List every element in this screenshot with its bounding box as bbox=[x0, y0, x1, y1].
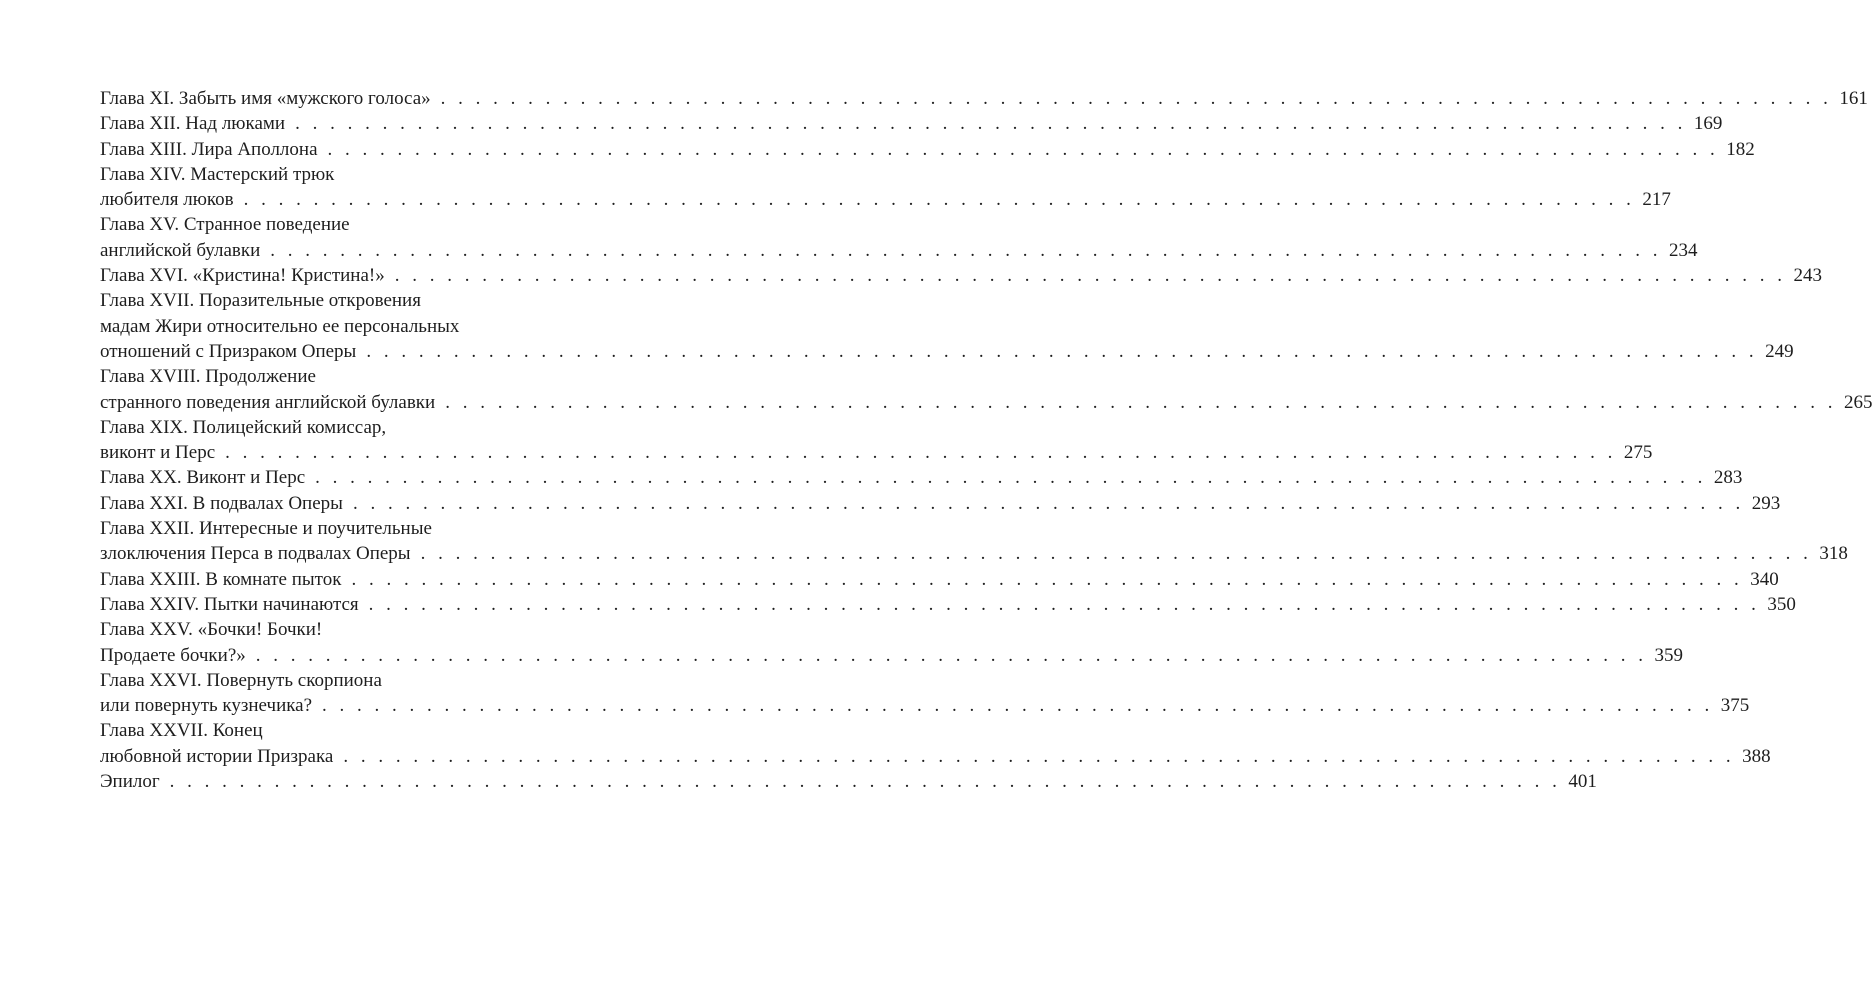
toc-entry[interactable] bbox=[100, 86, 1868, 111]
toc-entry-title: Глава XXIV. Пытки начинаются bbox=[100, 593, 359, 615]
toc-entry[interactable] bbox=[100, 567, 1779, 592]
dot-leader: . . . . . . . . . . . . . . . . . . . . . . . . . . . . . . . . . . . . . . . . . . . . . . . . . . . . . . . . . . . . . . . . . . . . . . . . . . . . . . . . bbox=[368, 593, 1760, 615]
toc-page-number: 217 bbox=[1642, 189, 1671, 211]
dot-leader: . . . . . . . . . . . . . . . . . . . . . . . . . . . . . . . . . . . . . . . . . . . . . . . . . . . . . . . . . . . . . . . . . . . . . . . . . . . . . . . . bbox=[445, 391, 1837, 413]
toc-entry-last-line bbox=[100, 440, 1653, 465]
toc-entry-line bbox=[100, 516, 670, 541]
toc-entry[interactable] bbox=[100, 769, 1597, 794]
toc-entry[interactable] bbox=[100, 465, 1743, 490]
toc-entry-title: Глава XVII. Поразительные откровения bbox=[100, 290, 421, 312]
toc-page-number: 350 bbox=[1767, 593, 1796, 615]
toc-page-number: 388 bbox=[1742, 745, 1771, 767]
toc-entry-last-line bbox=[100, 238, 1698, 263]
toc-entry-line bbox=[100, 617, 670, 642]
toc-entry-last-line bbox=[100, 465, 1743, 490]
dot-leader: . . . . . . . . . . . . . . . . . . . . . . . . . . . . . . . . . . . . . . . . . . . . . . . . . . . . . . . . . . . . . . . . . . . . . . . . . . . . . . . . bbox=[420, 543, 1812, 565]
toc-entry-title: Глава XV. Странное поведение bbox=[100, 214, 350, 236]
toc-page-number: 249 bbox=[1765, 340, 1794, 362]
toc-entry[interactable] bbox=[100, 288, 1794, 364]
toc-page-number: 401 bbox=[1568, 771, 1597, 793]
toc-page-number: 169 bbox=[1693, 113, 1723, 135]
dot-leader: . . . . . . . . . . . . . . . . . . . . . . . . . . . . . . . . . . . . . . . . . . . . . . . . . . . . . . . . . . . . . . . . . . . . . . . . . . . . . . . . bbox=[394, 265, 1786, 287]
toc-entry-title: Глава XIX. Полицейский комиссар, bbox=[100, 416, 387, 438]
toc-entry-title: Глава XIII. Лира Аполлона bbox=[100, 138, 318, 160]
toc-page-number: 161 bbox=[1839, 88, 1868, 109]
toc-entry-title: злоключения Перса в подвалах Оперы bbox=[100, 543, 411, 565]
toc-entry-last-line bbox=[100, 339, 1794, 364]
toc-entry-title: Глава XVI. «Кристина! Кристина!» bbox=[100, 265, 385, 287]
toc-entry-title: Глава XIV. Мастерский трюк bbox=[100, 163, 335, 185]
toc-page-number: 359 bbox=[1654, 644, 1684, 666]
toc-entry-last-line bbox=[100, 390, 1872, 415]
dot-leader: . . . . . . . . . . . . . . . . . . . . . . . . . . . . . . . . . . . . . . . . . . . . . . . . . . . . . . . . . . . . . . . . . . . . . . . . . . . . . . . . bbox=[322, 695, 1714, 717]
toc-entry[interactable] bbox=[100, 162, 1671, 213]
toc-entry[interactable] bbox=[100, 592, 1796, 617]
toc-entry-title: Продаете бочки?» bbox=[100, 644, 246, 666]
toc-entry-title: Глава XXV. «Бочки! Бочки! bbox=[100, 619, 323, 641]
dot-leader: . . . . . . . . . . . . . . . . . . . . . . . . . . . . . . . . . . . . . . . . . . . . . . . . . . . . . . . . . . . . . . . . . . . . . . . . . . . . . . . . bbox=[366, 340, 1758, 362]
toc-page-number: 234 bbox=[1669, 239, 1698, 261]
toc-entry-title: отношений с Призраком Оперы bbox=[100, 340, 357, 362]
toc-entry-line bbox=[100, 718, 670, 743]
toc-page-number: 243 bbox=[1793, 265, 1822, 287]
toc-entry[interactable] bbox=[100, 668, 1750, 719]
toc-entry-last-line bbox=[100, 592, 1796, 617]
table-of-contents bbox=[100, 86, 1872, 794]
toc-entry-title: или повернуть кузнечика? bbox=[100, 695, 313, 717]
toc-entry-title: Глава XXI. В подвалах Оперы bbox=[100, 492, 343, 514]
toc-page-number: 318 bbox=[1819, 543, 1848, 565]
dot-leader: . . . . . . . . . . . . . . . . . . . . . . . . . . . . . . . . . . . . . . . . . . . . . . . . . . . . . . . . . . . . . . . . . . . . . . . . . . . . . . . . bbox=[440, 88, 1832, 109]
dot-leader: . . . . . . . . . . . . . . . . . . . . . . . . . . . . . . . . . . . . . . . . . . . . . . . . . . . . . . . . . . . . . . . . . . . . . . . . . . . . . . . . bbox=[243, 189, 1635, 211]
dot-leader: . . . . . . . . . . . . . . . . . . . . . . . . . . . . . . . . . . . . . . . . . . . . . . . . . . . . . . . . . . . . . . . . . . . . . . . . . . . . . . . . bbox=[327, 138, 1719, 160]
toc-entry-last-line bbox=[100, 187, 1671, 212]
toc-entry[interactable] bbox=[100, 263, 1822, 288]
toc-entry-title: мадам Жири относительно ее персональных bbox=[100, 315, 460, 337]
toc-entry-last-line bbox=[100, 693, 1750, 718]
toc-entry-last-line bbox=[100, 86, 1868, 111]
toc-entry[interactable] bbox=[100, 516, 1848, 567]
toc-entry-title: Глава XXVI. Повернуть скорпиона bbox=[100, 669, 382, 691]
toc-entry-last-line bbox=[100, 643, 1684, 668]
toc-entry-line bbox=[100, 364, 670, 389]
toc-entry-title: любителя люков bbox=[100, 189, 234, 211]
toc-page-number: 182 bbox=[1726, 138, 1755, 160]
toc-entry-last-line bbox=[100, 567, 1779, 592]
toc-entry-line bbox=[100, 668, 670, 693]
dot-leader: . . . . . . . . . . . . . . . . . . . . . . . . . . . . . . . . . . . . . . . . . . . . . . . . . . . . . . . . . . . . . . . . . . . . . . . . . . . . . . . . bbox=[343, 745, 1735, 767]
toc-entry-line bbox=[100, 314, 670, 339]
toc-entry-title: Глава XI. Забыть имя «мужского голоса» bbox=[100, 88, 431, 109]
toc-entry[interactable] bbox=[100, 364, 1872, 415]
toc-entry-line bbox=[100, 288, 670, 313]
toc-entry-last-line bbox=[100, 769, 1597, 794]
dot-leader: . . . . . . . . . . . . . . . . . . . . . . . . . . . . . . . . . . . . . . . . . . . . . . . . . . . . . . . . . . . . . . . . . . . . . . . . . . . . . . . . bbox=[270, 239, 1662, 261]
toc-entry[interactable] bbox=[100, 718, 1771, 769]
toc-page-number: 375 bbox=[1720, 695, 1750, 717]
toc-entry-line bbox=[100, 415, 670, 440]
toc-entry-line bbox=[100, 212, 670, 237]
dot-leader: . . . . . . . . . . . . . . . . . . . . . . . . . . . . . . . . . . . . . . . . . . . . . . . . . . . . . . . . . . . . . . . . . . . . . . . . . . . . . . . . bbox=[225, 442, 1617, 464]
toc-entry[interactable] bbox=[100, 212, 1698, 263]
toc-entry[interactable] bbox=[100, 617, 1684, 668]
toc-entry-line bbox=[100, 162, 670, 187]
toc-entry-title: Глава XVIII. Продолжение bbox=[100, 366, 316, 388]
toc-entry-last-line bbox=[100, 111, 1723, 136]
dot-leader: . . . . . . . . . . . . . . . . . . . . . . . . . . . . . . . . . . . . . . . . . . . . . . . . . . . . . . . . . . . . . . . . . . . . . . . . . . . . . . . . bbox=[351, 568, 1743, 590]
dot-leader: . . . . . . . . . . . . . . . . . . . . . . . . . . . . . . . . . . . . . . . . . . . . . . . . . . . . . . . . . . . . . . . . . . . . . . . . . . . . . . . . bbox=[315, 467, 1707, 489]
toc-entry[interactable] bbox=[100, 415, 1653, 466]
dot-leader: . . . . . . . . . . . . . . . . . . . . . . . . . . . . . . . . . . . . . . . . . . . . . . . . . . . . . . . . . . . . . . . . . . . . . . . . . . . . . . . . bbox=[255, 644, 1648, 666]
toc-page-number: 293 bbox=[1751, 492, 1781, 514]
toc-entry-title: английской булавки bbox=[100, 239, 261, 261]
toc-page-number: 275 bbox=[1623, 442, 1653, 464]
dot-leader: . . . . . . . . . . . . . . . . . . . . . . . . . . . . . . . . . . . . . . . . . . . . . . . . . . . . . . . . . . . . . . . . . . . . . . . . . . . . . . . . bbox=[352, 492, 1745, 514]
toc-entry[interactable] bbox=[100, 137, 1755, 162]
dot-leader: . . . . . . . . . . . . . . . . . . . . . . . . . . . . . . . . . . . . . . . . . . . . . . . . . . . . . . . . . . . . . . . . . . . . . . . . . . . . . . . . bbox=[169, 771, 1561, 793]
toc-entry-title: Глава XXVII. Конец bbox=[100, 720, 263, 742]
toc-entry-title: Глава XXII. Интересные и поучительные bbox=[100, 518, 432, 540]
toc-entry-title: Глава XII. Над люками bbox=[100, 113, 286, 135]
toc-page-number: 265 bbox=[1843, 391, 1872, 413]
toc-entry-title: Глава XX. Виконт и Перс bbox=[100, 467, 306, 489]
dot-leader: . . . . . . . . . . . . . . . . . . . . . . . . . . . . . . . . . . . . . . . . . . . . . . . . . . . . . . . . . . . . . . . . . . . . . . . . . . . . . . . . bbox=[295, 113, 1687, 135]
toc-entry-last-line bbox=[100, 541, 1848, 566]
toc-entry-last-line bbox=[100, 137, 1755, 162]
toc-entry[interactable] bbox=[100, 491, 1781, 516]
toc-entry[interactable] bbox=[100, 111, 1723, 136]
toc-entry-title: любовной истории Призрака bbox=[100, 745, 334, 767]
toc-entry-last-line bbox=[100, 491, 1781, 516]
toc-entry-title: виконт и Перс bbox=[100, 442, 216, 464]
toc-entry-title: странного поведения английской булавки bbox=[100, 391, 436, 413]
toc-entry-title: Эпилог bbox=[100, 771, 160, 793]
toc-entry-last-line bbox=[100, 263, 1822, 288]
toc-page-number: 340 bbox=[1750, 568, 1779, 590]
toc-entry-last-line bbox=[100, 744, 1771, 769]
toc-page-number: 283 bbox=[1713, 467, 1743, 489]
toc-entry-title: Глава XXIII. В комнате пыток bbox=[100, 568, 342, 590]
